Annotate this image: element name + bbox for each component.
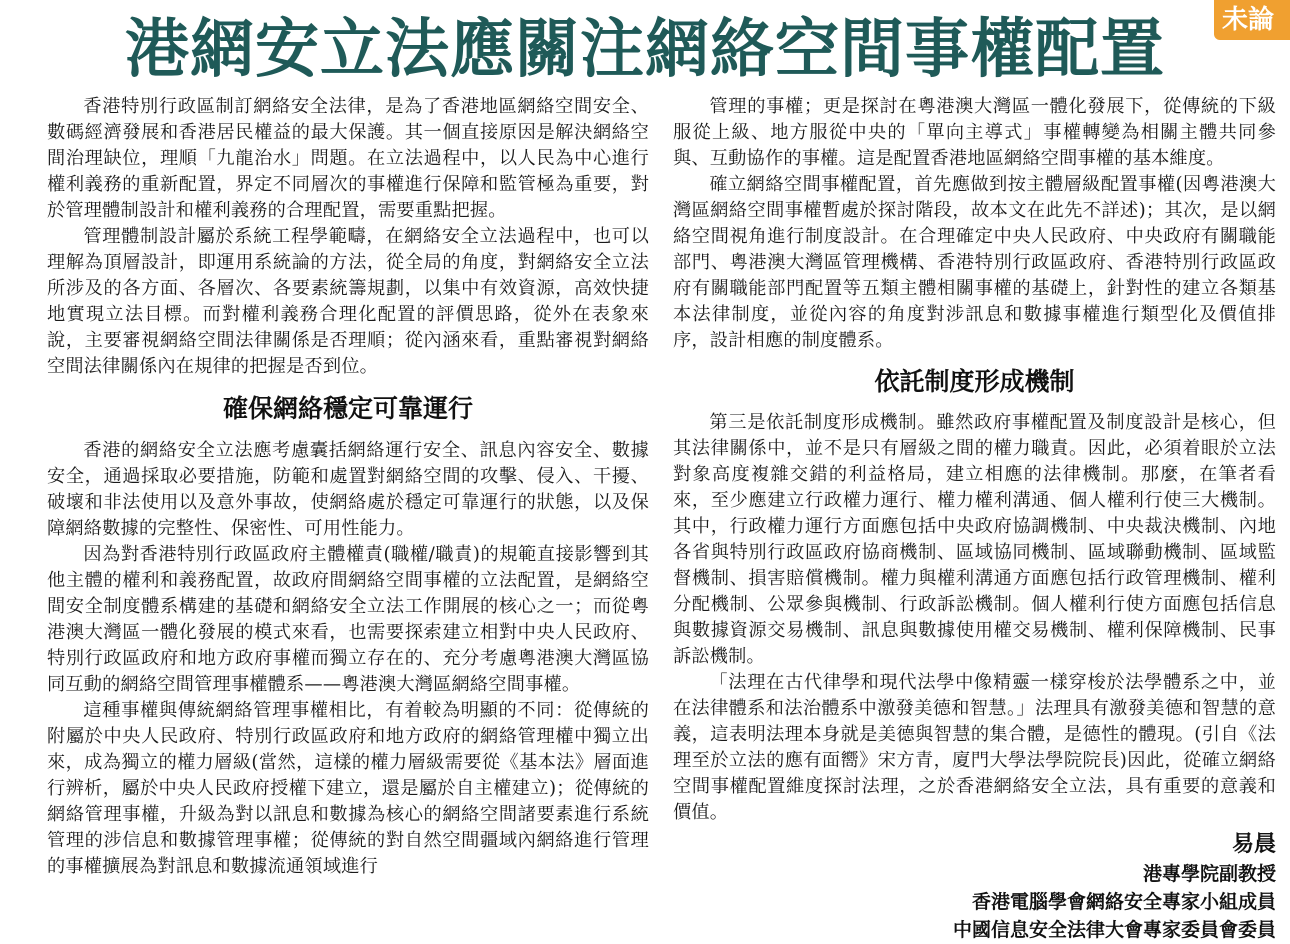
paragraph: 確立網絡空間事權配置，首先應做到按主體層級配置事權(因粵港澳大灣區網絡空間事權暫處於探討階段，故本文在此先不詳述)；其次，是以網絡空間視角進行制度設計。在合理確定中央人民政府、中央政府有關職能部門、粵港澳大灣區管理機構、香港特別行政區政府、香港特別行政區政府有關職能部門配置等五類主體相關事權的基礎上，針對性的建立各類基本法律制度，並從內容的角度對涉訊息和數據事權進行類型化及價值排序，設計相應的制度體系。 [673, 174, 1276, 351]
author-title: 中國信息安全法律大會專家委員會委員 [952, 919, 1276, 941]
author-title: 香港電腦學會網絡安全專家小組成員 [971, 891, 1276, 913]
author-title: 港專學院副教授 [1142, 863, 1276, 885]
paragraph: 管理體制設計屬於系統工程學範疇，在網絡安全立法過程中，也可以理解為頂層設計，即運用系統論的方法，從全局的角度，對網絡安全立法所涉及的各方面、各層次、各要素統籌規劃，以集中有效資源，高效快捷地實現立法目標。而對權利義務合理化配置的評價思路，從外在表象來說，主要審視網絡空間法律關係是否理順；從內涵來看，重點審視對網絡空間法律關係內在規律的把握是否到位。 [47, 226, 649, 377]
paragraph: 第三是依託制度形成機制。雖然政府事權配置及制度設計是核心，但其法律關係中，並不是只有層級之間的權力職責。因此，必須着眼於立法對象高度複雜交錯的利益格局，建立相應的法律機制。那麼，在筆者看來，至少應建立行政權力運行、權力權利溝通、個人權利行使三大機制。其中，行政權力運行方面應包括中央政府協調機制、中央裁決機制、內地各省與特別行政區政府協商機制、區域協同機制、區域聯動機制、區域監督機制、損害賠償機制。權力與權利溝通方面應包括行政管理機制、權利分配機制、公眾參與機制、行政訴訟機制。個人權利行使方面應包括信息與數據資源交易機制、訊息與數據使用權交易機制、權利保障機制、民事訴訟機制。 [673, 412, 1276, 667]
author-name: 易晨 [1231, 832, 1276, 857]
paragraph: 因為對香港特別行政區政府主體權責(職權/職責)的規範直接影響到其他主體的權利和義務配置，故政府間網絡空間事權的立法配置，是網絡空間安全制度體系構建的基礎和網絡安全立法工作開展的核心之一；而從粵港澳大灣區一體化發展的模式來看，也需要探索建立相對中央人民政府、特別行政區政府和地方政府事權而獨立存在的、充分考慮粵港澳大灣區協同互動的網絡空間管理事權體系——粵港澳大灣區網絡空間事權。 [47, 544, 649, 695]
left-column [47, 94, 649, 880]
subheading-stable-network: 確保網絡穩定可靠運行 [222, 394, 473, 423]
paragraph: 「法理在古代律學和現代法學中像精靈一樣穿梭於法學體系之中，並在法律體系和法治體系中激發美德和智慧。」法理具有激發美德和智慧的意義，這表明法理本身就是美德與智慧的集合體，是德性的體現。(引自《法理至於立法的應有面嚮》宋方青，廈門大學法學院院長)因此，從確立網絡空間事權配置維度探討法理，之於香港網絡安全立法，具有重要的意義和價值。 [673, 672, 1276, 823]
paragraph: 管理的事權；更是探討在粵港澳大灣區一體化發展下，從傳統的下級服從上級、地方服從中央的「單向主導式」事權轉變為相關主體共同參與、互動協作的事權。這是配置香港地區網絡空間事權的基本維度。 [673, 96, 1276, 169]
paragraph: 這種事權與傳統網絡管理事權相比，有着較為明顯的不同：從傳統的附屬於中央人民政府、特別行政區政府和地方政府的網絡管理權中獨立出來，成為獨立的權力層級(當然，這樣的權力層級需要從《基本法》層面進行辨析，屬於中央人民政府授權下建立，還是屬於自主權建立)；從傳統的網絡管理事權，升級為對以訊息和數據為核心的網絡空間諸要素進行系統管理的涉信息和數據管理事權；從傳統的對自然空間疆域內網絡進行管理的事權擴展為對訊息和數據流通領域進行 [47, 700, 649, 877]
paragraph: 香港特別行政區制訂網絡安全法律，是為了香港地區網絡空間安全、數碼經濟發展和香港居民權益的最大保護。其一個直接原因是解決網絡空間治理缺位，理順「九龍治水」問題。在立法過程中，以人民為中心進行權利義務的重新配置，界定不同層次的事權進行保障和監管極為重要，對於管理體制設計和權利義務的合理配置，需要重點把握。 [47, 96, 649, 221]
section-tag: 未論 [1214, 0, 1290, 40]
article-headline: 港網安立法應關注網絡空間事權配置 [125, 13, 1165, 87]
subheading-mechanism: 依託制度形成機制 [874, 367, 1075, 396]
paragraph: 香港的網絡安全立法應考慮囊括網絡運行安全、訊息內容安全、數據安全，通過採取必要措施，防範和處置對網絡空間的攻擊、侵入、干擾、破壞和非法使用以及意外事故，使網絡處於穩定可靠運行的狀態，以及保障網絡數據的完整性、保密性、可用性能力。 [47, 440, 649, 539]
right-column [673, 94, 1276, 944]
author-byline [673, 830, 1276, 944]
